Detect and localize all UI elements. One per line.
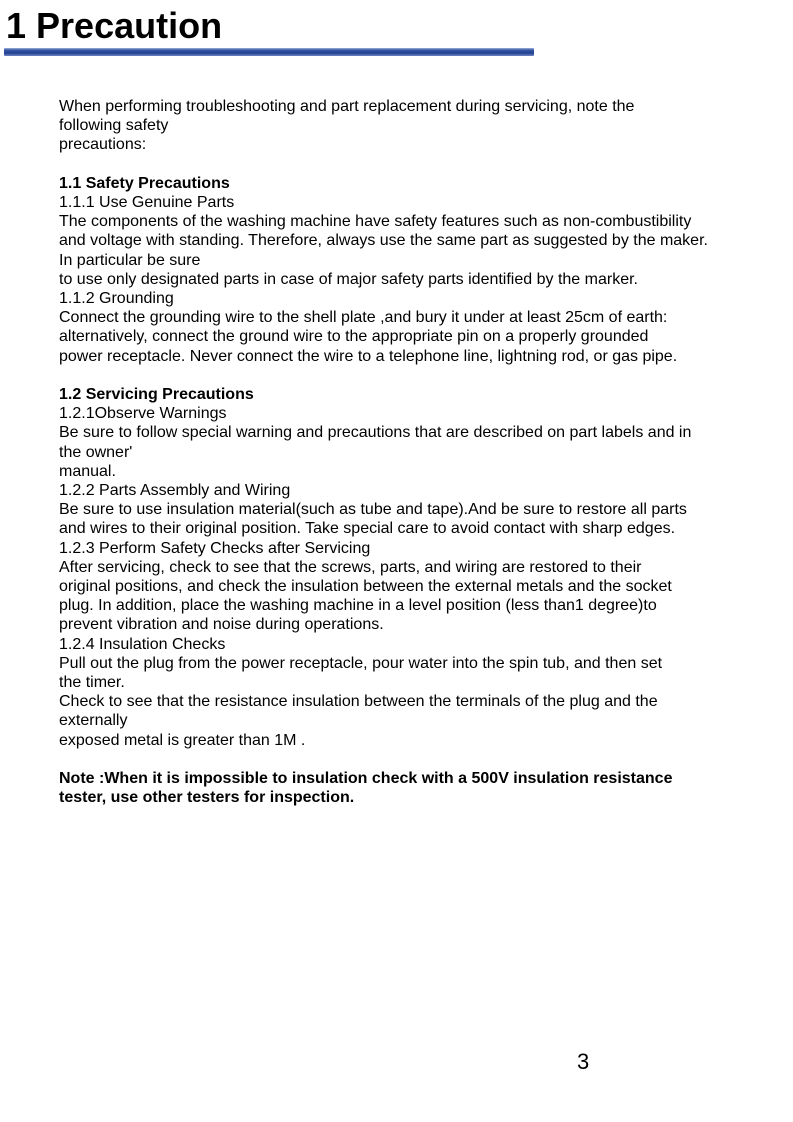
intro-line: When performing troubleshooting and part replacement during servicing, note the — [59, 98, 635, 115]
section-heading-servicing-precautions: 1.2 Servicing Precautions — [59, 386, 254, 404]
paragraph-line: Check to see that the resistance insulation between the terminals of the plug and the — [59, 693, 658, 711]
paragraph-line: and voltage with standing. Therefore, always use the same part as suggested by the maker. — [59, 232, 708, 250]
intro-line: precautions: — [59, 136, 147, 154]
paragraph-line: to use only designated parts in case of major safety parts identified by the marker. — [59, 270, 638, 288]
paragraph-line: In particular be sure — [59, 251, 201, 269]
document-body — [59, 97, 759, 807]
paragraph-line: and wires to their original position. Take special care to avoid contact with sharp edges. — [59, 520, 676, 538]
paragraph-line: Pull out the plug from the power receptacle, pour water into the spin tub, and then set — [59, 654, 663, 672]
paragraph-line: prevent vibration and noise during operations. — [59, 616, 384, 634]
paragraph-line: Be sure to use insulation material(such as tube and tape).And be sure to restore all parts — [59, 501, 687, 519]
paragraph-line: alternatively, connect the ground wire to the appropriate pin on a properly grounded — [59, 328, 649, 346]
paragraph-line: The components of the washing machine have safety features such as non-combustibility — [59, 213, 692, 231]
paragraph-line: the owner' — [59, 443, 133, 461]
subsection-heading-parts-assembly: 1.2.2 Parts Assembly and Wiring — [59, 482, 291, 500]
paragraph-line: After servicing, check to see that the screws, parts, and wiring are restored to their — [59, 558, 642, 576]
paragraph-line: original positions, and check the insulation between the external metals and the socket — [59, 578, 672, 596]
subsection-heading-genuine-parts: 1.1.1 Use Genuine Parts — [59, 194, 235, 211]
paragraph-line: Be sure to follow special warning and precautions that are described on part labels and in — [59, 424, 692, 442]
paragraph-line: plug. In addition, place the washing machine in a level position (less than1 degree)to — [59, 597, 657, 615]
paragraph-line: manual. — [59, 462, 116, 480]
paragraph-line: power receptacle. Never connect the wire to a telephone line, lightning rod, or gas pipe. — [59, 347, 678, 365]
title-underline-rule — [4, 48, 534, 56]
note-line: tester, use other testers for inspection. — [59, 789, 355, 807]
section-heading-safety-precautions: 1.1 Safety Precautions — [59, 174, 230, 192]
note-line: Note :When it is impossible to insulation check with a 500V insulation resistance — [59, 770, 673, 788]
paragraph-line: Connect the grounding wire to the shell plate ,and bury it under at least 25cm of earth: — [59, 309, 668, 327]
subsection-heading-observe-warnings: 1.2.1Observe Warnings — [59, 405, 227, 423]
paragraph-line: the timer. — [59, 674, 125, 692]
intro-line: following safety — [59, 117, 169, 135]
page-number: 3 — [577, 1049, 590, 1074]
paragraph-line: exposed metal is greater than 1M . — [59, 731, 306, 749]
subsection-heading-grounding: 1.1.2 Grounding — [59, 290, 174, 308]
paragraph-line: externally — [59, 712, 128, 730]
page-title: 1 Precaution — [6, 5, 223, 46]
subsection-heading-safety-checks: 1.2.3 Perform Safety Checks after Servicing — [59, 539, 371, 557]
subsection-heading-insulation-checks: 1.2.4 Insulation Checks — [59, 635, 226, 653]
